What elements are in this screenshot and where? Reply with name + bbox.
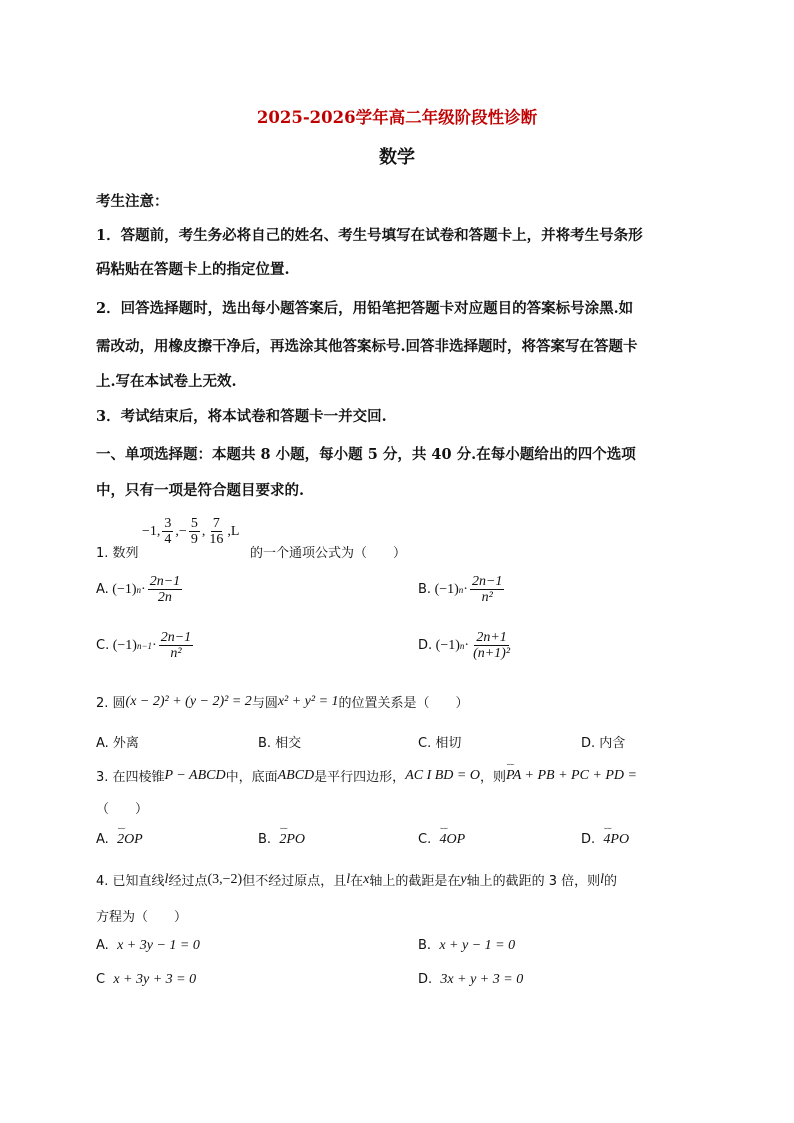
q4-option-c-value: x + 3y + 3 = 0: [113, 972, 197, 987]
q3-blank: （ ）: [96, 802, 149, 817]
q3-text-a: 3. 在四棱锥: [96, 770, 165, 785]
q4-line-l: l: [164, 871, 169, 887]
q1-option-c-exp: n−1: [136, 640, 153, 651]
q1-frac-1-den: 4: [164, 532, 172, 547]
q1-option-a-label: A.: [96, 582, 109, 597]
q1-option-c-frac: [159, 630, 193, 661]
q4-y-axis: y: [460, 871, 467, 887]
q3-intersect: AC I BD = O: [405, 767, 480, 783]
q4-option-b-label: B.: [418, 938, 432, 953]
q3-option-a-label: A.: [96, 832, 109, 847]
exam-title: 2025-2026学年高二年级阶段性诊断: [256, 108, 538, 127]
q4-option-a-label: A.: [96, 938, 109, 953]
q4-line-l-2: l: [346, 871, 351, 887]
q1-option-d-den: (n+1)²: [473, 646, 511, 661]
q1-option-d-base: (−1): [435, 637, 460, 653]
q4-point: (3,−2): [207, 871, 243, 887]
subject-title: 数学: [379, 147, 415, 168]
q1-option-c-base: (−1): [112, 637, 137, 653]
q2-option-b[interactable]: B. 相交: [258, 736, 302, 751]
q4-option-d[interactable]: [418, 972, 523, 988]
q4-text-e: 轴上的截距是在: [369, 874, 461, 889]
q4-option-d-label: D.: [418, 972, 433, 987]
q2-option-c[interactable]: C. 相切: [418, 736, 462, 751]
q1-option-c-label: C.: [96, 638, 110, 653]
q1-seq-end: ,L: [227, 523, 240, 539]
q1-option-b-exp: n: [458, 584, 464, 595]
q4-text-a: 4. 已知直线: [96, 874, 165, 889]
q4-option-a-value: x + 3y − 1 = 0: [117, 938, 200, 953]
q1-option-a-num: 2n−1: [149, 574, 181, 589]
q4-stem: [96, 870, 617, 889]
q1-option-b-base: (−1): [434, 581, 459, 597]
q1-frac-3-num: 7: [212, 516, 220, 531]
q4-option-b[interactable]: [418, 938, 515, 954]
q1-option-c-num: 2n−1: [160, 630, 192, 645]
q3-option-d-label: D.: [581, 832, 596, 847]
q1-option-b-den: n²: [481, 590, 493, 605]
q3-stem: [96, 766, 637, 785]
q4-text-f: 轴上的截距的 3 倍，则: [466, 874, 601, 889]
q3-option-a-value: ⌣⌣ 2OP: [117, 832, 143, 848]
notice-item1-line1: 1．答题前，考生务必将自己的姓名、考生号填写在试卷和答题卡上，并将考生号条形: [96, 227, 643, 244]
q1-sequence: −1, $\frac{3}{4}$ ,− $\frac{5}{9}$ , $\frac{7}{16}$ ,L: [142, 516, 240, 547]
q1-option-a-exp: n: [136, 584, 142, 595]
q3-option-a[interactable]: [96, 832, 143, 848]
q3-option-d[interactable]: [581, 832, 629, 848]
q2-prefix: 2. 圆: [96, 696, 126, 711]
section1-line2: 中，只有一项是符合题目要求的.: [96, 482, 305, 499]
q2-circle-1: (x − 2)² + (y − 2)² = 2: [125, 693, 252, 709]
q4-stem-line2: 方程为（ ）: [96, 910, 188, 925]
q1-option-a-base: (−1): [112, 581, 137, 597]
q4-text-c: 但不经过原点，且: [242, 874, 347, 889]
q1-frac-3: [207, 516, 225, 547]
section1-line1: 一、单项选择题：本题共 8 小题，每小题 5 分，共 40 分.在每小题给出的四个选项: [96, 446, 636, 463]
q1-option-a-den: 2n: [157, 590, 172, 605]
q4-option-c-label: C: [96, 972, 106, 987]
q3-option-c[interactable]: [418, 832, 465, 848]
q2-option-a[interactable]: A. 外离: [96, 736, 139, 751]
q4-option-b-value: x + y − 1 = 0: [439, 938, 516, 953]
q2-circle-2: x² + y² = 1: [277, 693, 339, 709]
notice-item2-line2: 需改动，用橡皮擦干净后，再选涂其他答案标号.回答非选择题时，将答案写在答题卡: [96, 338, 638, 355]
q1-option-a-frac: [148, 574, 182, 605]
q3-text-c: 是平行四边形，: [314, 770, 406, 785]
q3-pyramid: P − ABCD: [164, 767, 226, 783]
q4-option-d-value: 3x + y + 3 = 0: [440, 972, 524, 987]
q3-option-d-value: ⌣⌣ 4PO: [603, 832, 629, 848]
q2-suffix: 的位置关系是（ ）: [338, 696, 469, 711]
q1-option-c-den: n²: [170, 646, 182, 661]
q2-stem: [96, 692, 469, 711]
q1-frac-2-den: 9: [190, 532, 198, 547]
q1-frac-2: [189, 516, 200, 547]
q4-text-b: 经过点: [168, 874, 208, 889]
notice-item3: 3．考试结束后，将本试卷和答题卡一并交回.: [96, 408, 387, 425]
q4-line-l-3: l: [600, 871, 604, 887]
q4-option-c[interactable]: [96, 972, 196, 988]
q1-option-b[interactable]: B. (−1) n · $\frac{2n-1}{\text{n²}}$: [418, 574, 503, 605]
q3-option-c-label: C.: [418, 832, 432, 847]
q1-seq-start: −1,: [142, 523, 161, 539]
q3-vector-sum: ⌣⌣ PA + PB + PC + PD =: [506, 768, 637, 784]
q1-frac-1: [162, 516, 173, 547]
q1-option-b-num: 2n−1: [471, 574, 503, 589]
q1-option-d[interactable]: D. (−1) n · $\frac{2n+1}{\text{(n+1)²}}$: [418, 630, 511, 661]
q4-x-axis: x: [363, 871, 370, 887]
q1-option-d-num: 2n+1: [476, 630, 507, 645]
q3-option-b-label: B.: [258, 832, 272, 847]
q3-option-b-value: ⌣⌣ 2PO: [279, 832, 305, 848]
q3-text-b: 中，底面: [225, 770, 278, 785]
q1-frac-3-den: 16: [209, 532, 224, 547]
notice-item2-line1: 2．回答选择题时，选出每小题答案后，用铅笔把答题卡对应题目的答案标号涂黑.如: [96, 300, 634, 317]
q1-option-a[interactable]: A. (−1) n · $\frac{2n-1}{2n}$: [96, 574, 181, 605]
q1-frac-2-num: 5: [190, 516, 198, 531]
q2-mid: 与圆: [251, 696, 278, 711]
q1-prefix: 1. 数列: [96, 546, 139, 561]
q1-option-d-label: D.: [418, 638, 433, 653]
q1-option-b-frac: [470, 574, 504, 605]
q1-option-d-frac: [471, 630, 512, 661]
q1-option-c[interactable]: C. (−1) n−1 · $\frac{2n-1}{\text{n²}}$: [96, 630, 192, 661]
q3-option-c-value: ⌣⌣ 4OP: [439, 832, 465, 848]
notice-item2-line3: 上.写在本试卷上无效.: [96, 373, 237, 390]
notice-item1-line2: 码粘贴在答题卡上的指定位置.: [96, 261, 290, 278]
q4-text-d: 在: [350, 874, 364, 889]
q4-text-g: 的: [604, 874, 618, 889]
q4-option-a[interactable]: [96, 938, 200, 954]
q1-seq-sign: ,−: [175, 523, 187, 539]
q1-option-d-exp: n: [459, 640, 465, 651]
q3-base: ABCD: [277, 767, 315, 783]
q1-option-b-label: B.: [418, 582, 432, 597]
q3-text-d: ，则: [479, 770, 506, 785]
q1-frac-1-num: 3: [164, 516, 172, 531]
notice-heading: 考生注意：: [96, 193, 169, 210]
q2-option-d[interactable]: D. 内含: [581, 736, 626, 751]
q1-suffix: 的一个通项公式为（ ）: [250, 546, 407, 561]
q3-option-b[interactable]: [258, 832, 305, 848]
